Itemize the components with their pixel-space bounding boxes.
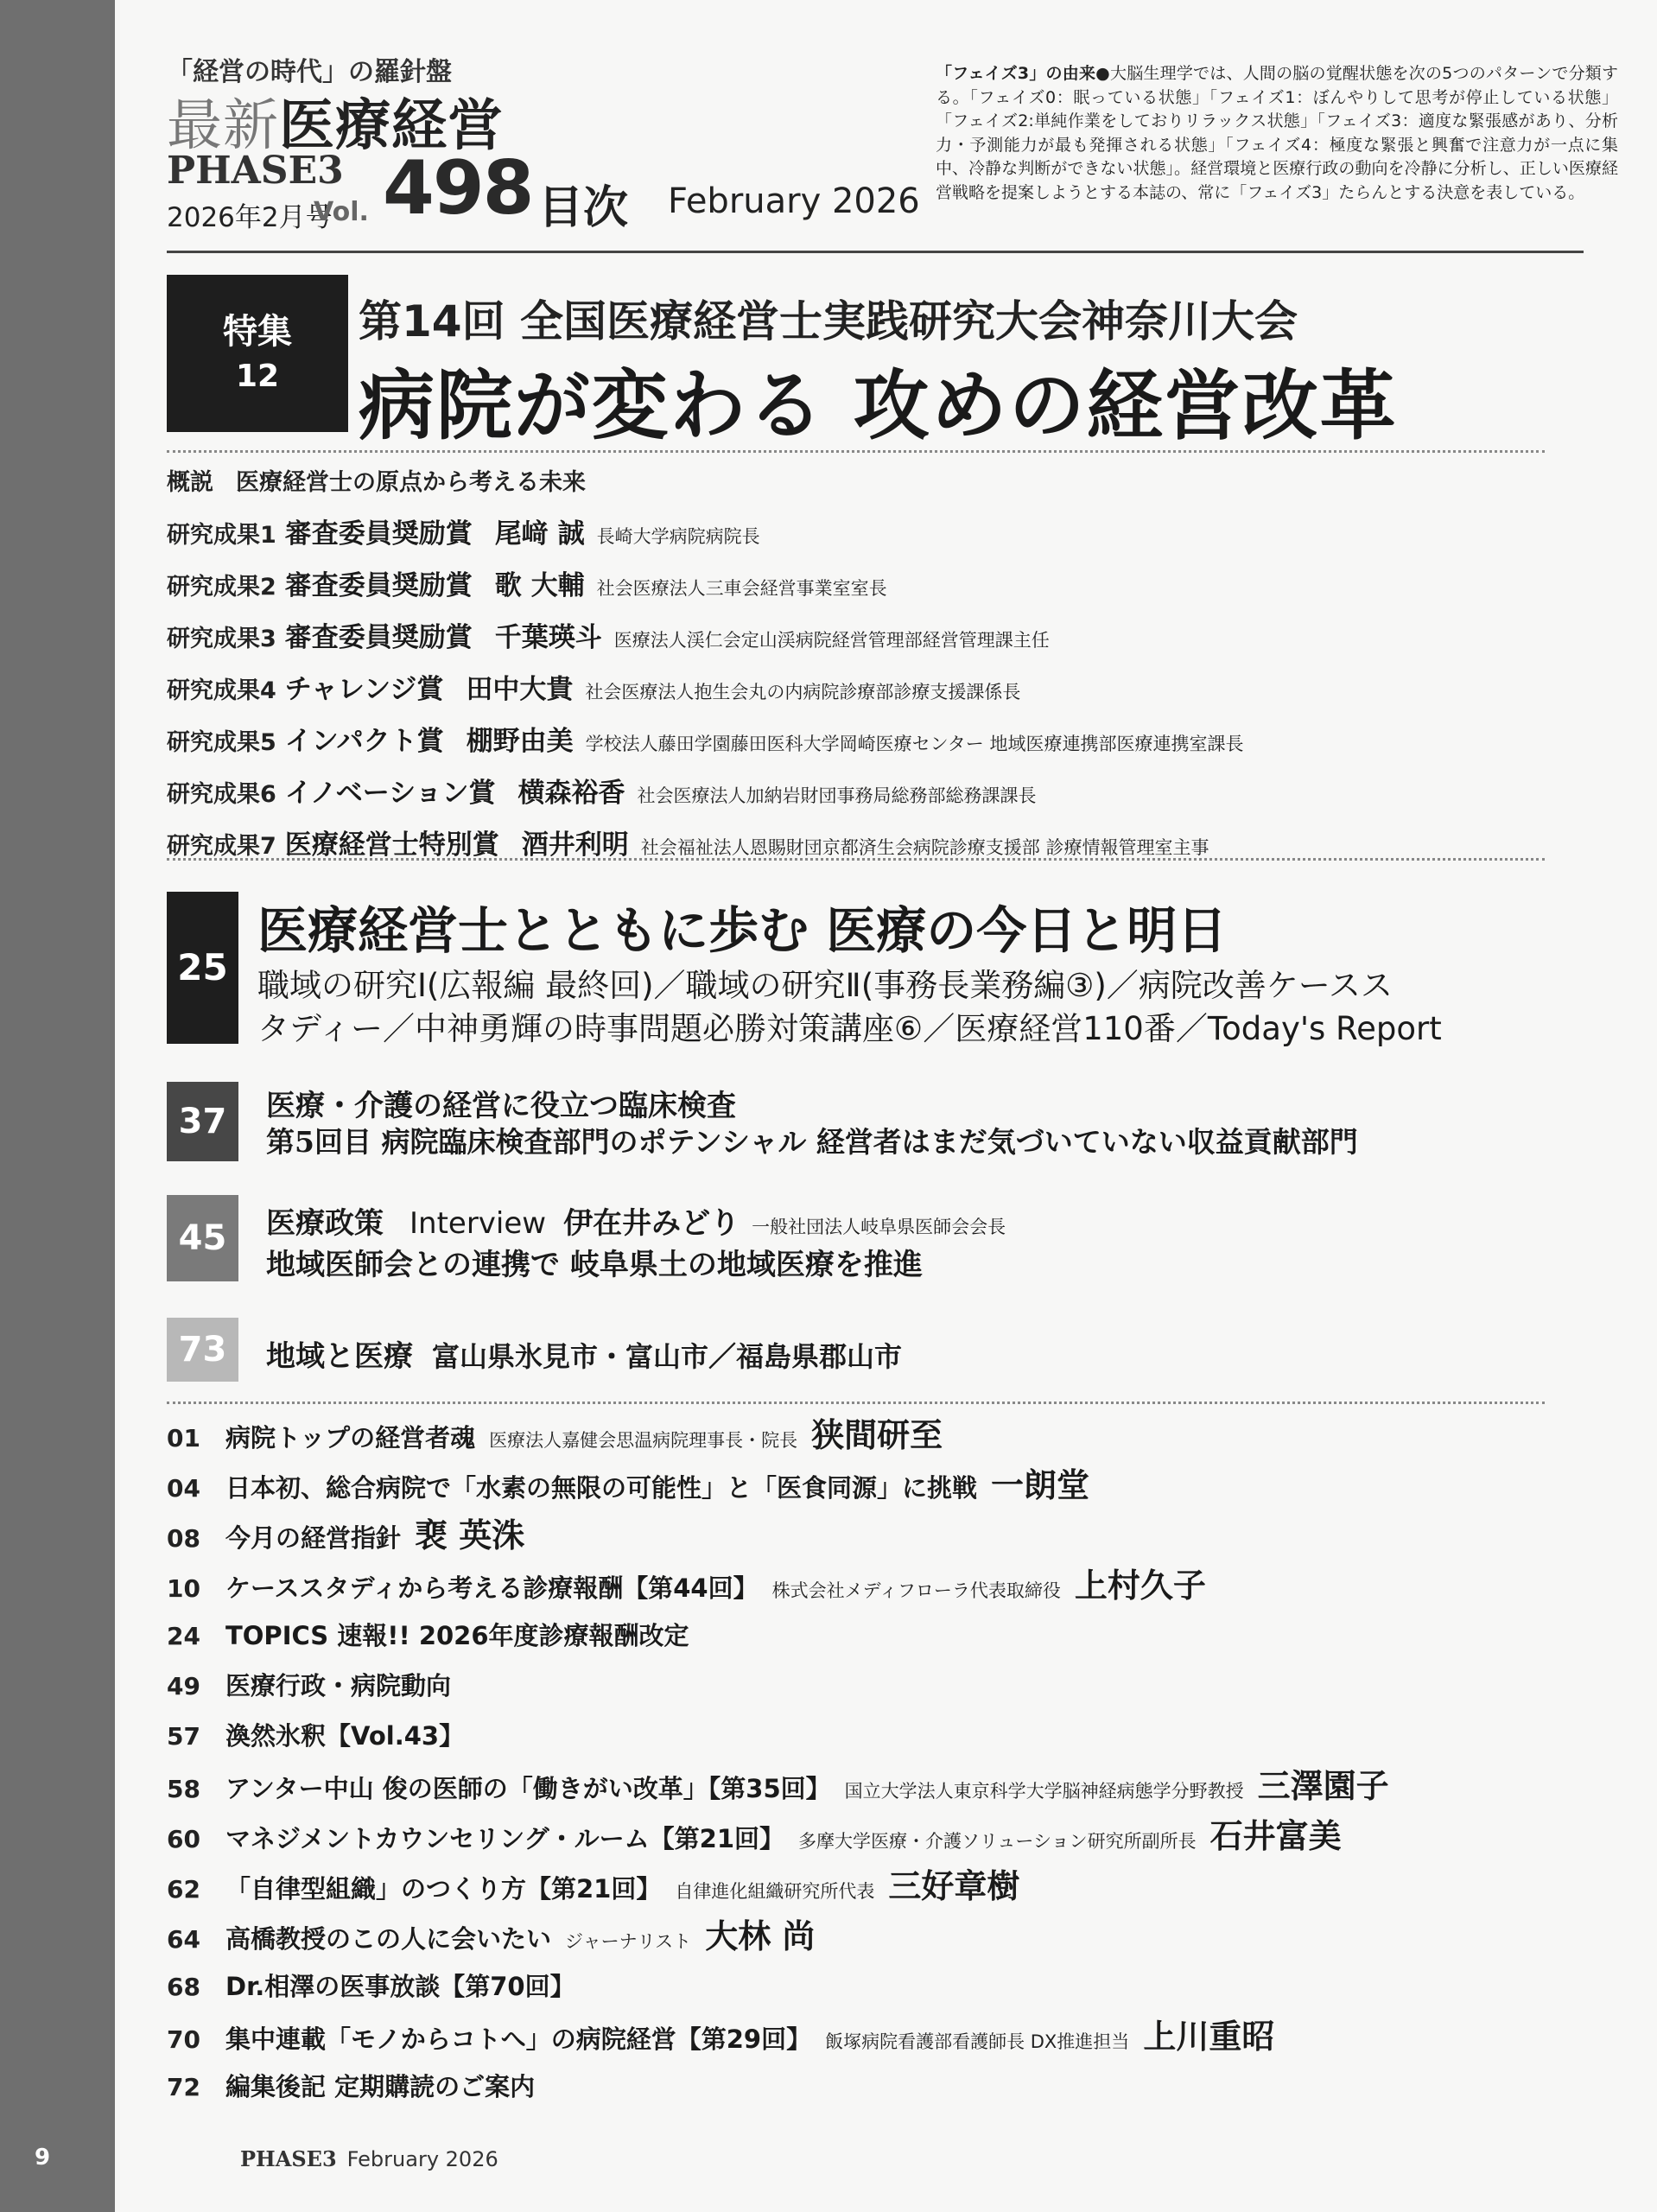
feature-badge: [167, 275, 348, 432]
list-item[interactable]: [167, 1861, 1584, 1911]
vol-label: Vol.: [314, 197, 369, 227]
dotted-divider: [167, 858, 1545, 861]
list-item[interactable]: [167, 1961, 1584, 2012]
feature-item-award: 審査委員奨励賞: [284, 518, 473, 550]
phase-logo: PHASE3: [167, 149, 344, 193]
list-item[interactable]: [167, 1711, 1584, 1761]
footer-publication-name: PHASE3: [240, 2146, 337, 2171]
section-title-text: 地域と医療: [266, 1339, 413, 1374]
section-title[interactable]: [266, 1199, 1006, 1242]
feature-item-award: インパクト賞: [284, 726, 444, 757]
feature-item-name: 棚野由美: [466, 726, 574, 757]
feature-item[interactable]: [167, 819, 1549, 871]
list-item[interactable]: [167, 1510, 1584, 1560]
list-item[interactable]: [167, 1661, 1584, 1711]
section-type: Interview: [409, 1206, 547, 1241]
list-item[interactable]: [167, 1611, 1584, 1661]
feature-item-affiliation: 医療法人渓仁会定山渓病院経営管理部経営管理課主任: [613, 630, 1050, 651]
list-item[interactable]: [167, 1911, 1584, 1961]
feature-item-text: 医療経営士の原点から考える未来: [236, 469, 586, 496]
feature-item[interactable]: [167, 560, 1549, 612]
section-page-badge: 73: [167, 1318, 238, 1382]
list-item-author: 三好章樹: [888, 1866, 1020, 1905]
feature-item[interactable]: [167, 715, 1549, 767]
list-item-author: 上村久子: [1074, 1566, 1206, 1605]
feature-item-name: 田中大貴: [466, 674, 574, 705]
list-item-page: 08: [167, 1524, 200, 1553]
masthead-tagline: 「経営の時代」の羅針盤: [167, 57, 452, 87]
dotted-divider: [167, 450, 1545, 453]
feature-item-affiliation: 社会医療法人加納岩財団事務局総務部総務課課長: [637, 785, 1037, 806]
list-item-title: ケーススタディから考える診療報酬【第44回】: [225, 1573, 759, 1603]
list-item-author: 一朗堂: [991, 1465, 1090, 1504]
section-page-badge: 45: [167, 1195, 238, 1281]
feature-item-affiliation: 長崎大学病院病院長: [596, 526, 760, 547]
page-folio: 9: [35, 2145, 51, 2171]
feature-item-category: 概説: [167, 469, 213, 496]
feature-item-name: 尾﨑 誠: [494, 518, 585, 550]
list-item-title: 編集後記 定期購読のご案内: [225, 2072, 536, 2101]
list-item-page: 57: [167, 1722, 200, 1751]
left-margin-bar: [0, 0, 115, 2212]
feature-kicker: 第14回 全国医療経営士実践研究大会神奈川大会: [359, 296, 1298, 346]
list-item-page: 60: [167, 1825, 200, 1853]
feature-item-category: 研究成果5: [167, 729, 276, 756]
list-item-title: 日本初、総合病院で「水素の無限の可能性」と「医食同源」に挑戦: [225, 1473, 978, 1503]
feature-item-category: 研究成果2: [167, 574, 276, 601]
masthead-title-bold: 医療経営: [279, 94, 504, 158]
feature-label: 特集: [223, 312, 292, 352]
dotted-divider: [167, 1402, 1545, 1404]
feature-item-award: イノベーション賞: [284, 778, 496, 809]
feature-item[interactable]: [167, 508, 1549, 560]
list-item-affiliation: 多摩大学医療・介護ソリューション研究所副所長: [798, 1831, 1197, 1852]
list-item[interactable]: [167, 1410, 1584, 1460]
list-item-page: 68: [167, 1973, 200, 2001]
list-item-page: 04: [167, 1474, 200, 1503]
feature-item[interactable]: [167, 612, 1549, 664]
feature-item-affiliation: 学校法人藤田学園藤田医科大学岡崎医療センター 地域医療連携部医療連携室課長: [585, 734, 1244, 754]
feature-item[interactable]: [167, 767, 1549, 819]
list-item-page: 64: [167, 1925, 200, 1954]
header-divider: [167, 251, 1584, 253]
masthead-title-light: 最新: [167, 94, 279, 158]
list-item-title: 「自律型組織」のつくり方【第21回】: [225, 1874, 662, 1904]
footer-month: February 2026: [346, 2147, 498, 2171]
feature-item-name: 横森裕香: [517, 778, 625, 809]
list-item-title: TOPICS 速報!! 2026年度診療報酬改定: [225, 1621, 689, 1650]
list-item[interactable]: [167, 2062, 1584, 2112]
section-title[interactable]: 医療・介護の経営に役立つ臨床検査: [266, 1089, 736, 1123]
feature-item-name: 歌 大輔: [494, 570, 585, 601]
feature-item[interactable]: [167, 664, 1549, 715]
list-item-affiliation: 医療法人嘉健会思温病院理事長・院長: [489, 1430, 798, 1451]
list-item[interactable]: [167, 1761, 1584, 1811]
list-item[interactable]: [167, 1460, 1584, 1510]
phase-note-lead: 「フェイズ3」の由来●: [936, 64, 1110, 83]
list-item-title: 渙然氷釈【Vol.43】: [225, 1721, 465, 1751]
vol-number: 498: [383, 145, 533, 232]
phase-note-body: 大脳生理学では、人間の脳の覚醒状態を次の5つのパターンで分類する。「フェイズ0：眠っている状態」「フェイズ1：ぼんやりして思考が停止している状態」「フェイズ2:単純作業をしておりリラックス状態」「フェイズ3：適度な緊張感があり、分析力・予測能力が最も発揮される状態」「フェイズ4：極度な緊張と興奮で注意力が一点に集中、冷静な判断ができない状態」。経営環境と医療行政の動向を冷静に分析し、正しい医療経営戦略を提案しようとする本誌の、常に「フェイズ3」たらんとする決意を表している。: [936, 64, 1618, 202]
list-item-page: 62: [167, 1875, 200, 1904]
list-item-page: 70: [167, 2025, 200, 2054]
feature-item-affiliation: 社会医療法人抱生会丸の内病院診療部診療支援課係長: [585, 682, 1021, 702]
section-line: タディー／中神勇輝の時事問題必勝対策講座⑥／医療経営110番／Today's Report: [257, 1010, 1442, 1047]
phase-note: [936, 62, 1618, 205]
feature-item-category: 研究成果1: [167, 522, 276, 549]
list-item-affiliation: 国立大学法人東京科学大学脳神経病態学分野教授: [844, 1781, 1244, 1802]
list-item-affiliation: ジャーナリスト: [565, 1931, 692, 1952]
issue-month: February 2026: [668, 181, 920, 221]
footer-publication: [240, 2146, 498, 2171]
feature-page: 12: [235, 359, 280, 394]
list-item-author: 裵 英洙: [415, 1516, 525, 1554]
list-item-page: 10: [167, 1574, 200, 1603]
list-item-author: 石井富美: [1209, 1816, 1342, 1855]
list-item-author: 三澤園子: [1257, 1766, 1389, 1805]
list-item-page: 01: [167, 1424, 200, 1452]
section-page-badge: 25: [167, 892, 238, 1044]
feature-item-award: 審査委員奨励賞: [284, 622, 473, 653]
list-item-title: 病院トップの経営者魂: [225, 1423, 476, 1452]
section-category: 医療政策: [266, 1206, 384, 1241]
feature-article-list: [167, 456, 1549, 871]
section-subtitle: 富山県氷見市・富山市／福島県郡山市: [432, 1340, 903, 1373]
section-line: 職域の研究Ⅰ(広報編 最終回)／職域の研究Ⅱ(事務長業務編③)／病院改善ケースス: [257, 967, 1393, 1004]
list-item-page: 72: [167, 2073, 200, 2101]
list-item-affiliation: 飯塚病院看護部看護師長 DX推進担当: [825, 2031, 1130, 2052]
feature-item-category: 研究成果6: [167, 781, 276, 808]
list-item[interactable]: [167, 1560, 1584, 1611]
list-item-title: Dr.相澤の医事放談【第70回】: [225, 1972, 575, 2001]
toc-page: [115, 0, 1657, 2212]
feature-title: 病院が変わる 攻めの経営改革: [359, 360, 1398, 450]
section-title[interactable]: [266, 1332, 902, 1375]
feature-item-category: 研究成果4: [167, 677, 276, 704]
feature-item-affiliation: 社会福祉法人恩賜財団京都済生会病院診療支援部 診療情報管理室主事: [640, 837, 1209, 858]
feature-item-name: 千葉瑛斗: [494, 622, 602, 653]
list-item-page: 24: [167, 1622, 200, 1650]
feature-item-award: 医療経営士特別賞: [284, 830, 499, 861]
list-item-affiliation: 株式会社メディフローラ代表取締役: [771, 1580, 1061, 1601]
feature-item-affiliation: 社会医療法人三車会経営事業室室長: [596, 578, 887, 599]
list-item-page: 49: [167, 1672, 200, 1700]
section-subtitle: 地域医師会との連携で 岐阜県土の地域医療を推進: [266, 1248, 923, 1282]
list-item-author: 大林 尚: [705, 1916, 816, 1955]
toc-label: 目次: [538, 182, 629, 234]
regular-column-list: [167, 1410, 1584, 2112]
list-item-title: 医療行政・病院動向: [225, 1671, 452, 1700]
section-person-affiliation: 一般社団法人岐阜県医師会会長: [752, 1217, 1006, 1237]
list-item[interactable]: [167, 2012, 1584, 2062]
list-item-title: 今月の経営指針: [225, 1523, 402, 1553]
section-title[interactable]: 医療経営士とともに歩む 医療の今日と明日: [257, 901, 1228, 960]
feature-item-name: 酒井利明: [521, 830, 629, 861]
feature-item[interactable]: [167, 456, 1549, 508]
list-item-title: 高橋教授のこの人に会いたい: [225, 1924, 552, 1954]
feature-item-award: 審査委員奨励賞: [284, 570, 473, 601]
list-item-title: 集中連載「モノからコトへ」の病院経営【第29回】: [225, 2024, 812, 2054]
list-item-title: マネジメントカウンセリング・ルーム【第21回】: [225, 1824, 785, 1853]
list-item-author: 上川重昭: [1143, 2017, 1275, 2056]
feature-item-category: 研究成果7: [167, 833, 276, 860]
list-item-affiliation: 自律進化組織研究所代表: [675, 1881, 875, 1902]
issue-date: 2026年2月号: [167, 202, 333, 233]
list-item[interactable]: [167, 1811, 1584, 1861]
section-subtitle: 第5回目 病院臨床検査部門のポテンシャル 経営者はまだ気づいていない収益貢献部門: [266, 1125, 1358, 1159]
section-person-name: 伊在井みどり: [563, 1206, 740, 1241]
list-item-author: 狭間研至: [811, 1415, 943, 1454]
feature-item-award: チャレンジ賞: [284, 674, 444, 705]
feature-item-category: 研究成果3: [167, 626, 276, 652]
list-item-title: アンター中山 俊の医師の「働きがい改革」【第35回】: [225, 1774, 831, 1803]
list-item-page: 58: [167, 1775, 200, 1803]
section-page-badge: 37: [167, 1082, 238, 1161]
